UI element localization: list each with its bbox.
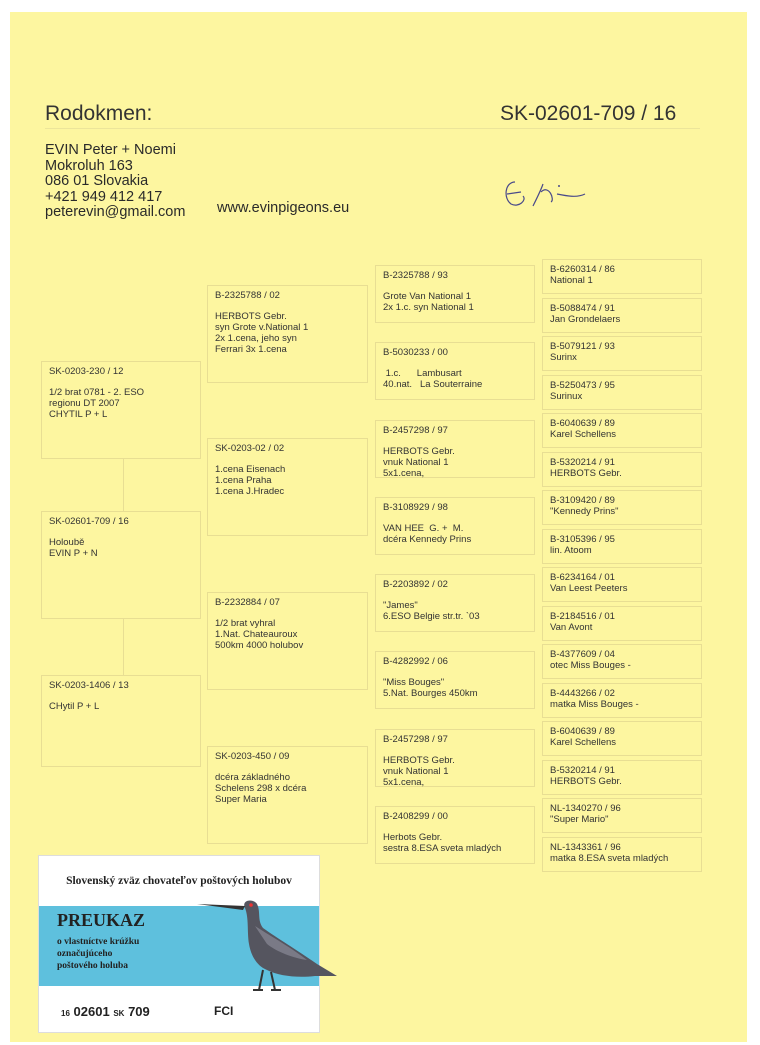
ring-number: B-4377609 / 04: [550, 649, 615, 660]
great-grandparent-box: [375, 342, 535, 400]
header-divider: [45, 128, 700, 129]
ring-number: B-5079121 / 93: [550, 341, 615, 352]
pigeon-note: Surinux: [550, 390, 583, 402]
pigeon-note: Holoubě: [49, 537, 85, 548]
pigeon-note: vnuk National 1: [383, 766, 449, 777]
pigeon-note: 1/2 brat vyhral: [215, 618, 276, 629]
pigeon-note: "James": [383, 600, 418, 611]
pigeon-note: CHYTIL P + L: [49, 409, 108, 420]
owner-city: 086 01 Slovakia: [45, 173, 149, 189]
ring-number: B-2457298 / 97: [383, 734, 448, 745]
great-grandparent-box: [375, 265, 535, 323]
pigeon-note: sestra 8.ESA sveta mladých: [383, 843, 502, 854]
pigeon-note: Super Maria: [215, 794, 267, 805]
pigeon-note: 6.ESO Belgie str.tr. `03: [383, 611, 480, 622]
pigeon-note: Van Leest Peeters: [550, 583, 628, 594]
pigeon-note: HERBOTS Gebr.: [550, 467, 622, 479]
ring-number: SK-0203-450 / 09: [215, 751, 290, 762]
great-great-grandparent-box: [542, 683, 702, 718]
ring-number: B-2232884 / 07: [215, 597, 280, 608]
card-number: 02601: [73, 1004, 110, 1019]
signature: [497, 170, 592, 215]
great-great-grandparent-box: [542, 644, 702, 679]
ring-number: B-2203892 / 02: [383, 579, 448, 590]
pigeon-note: Grote Van National 1: [383, 291, 472, 302]
pigeon-note: dcéra Kennedy Prins: [383, 534, 472, 545]
pigeon-note: HERBOTS Gebr.: [550, 775, 622, 787]
card-subtitle-line: označujúceho: [57, 949, 113, 959]
pigeon-note: regionu DT 2007: [49, 398, 120, 409]
pigeon-note: Jan Grondelaers: [550, 313, 621, 325]
great-great-grandparent-box: [542, 798, 702, 833]
pigeon-note: 1.cena Eisenach: [215, 464, 286, 475]
card-country: SK: [113, 1009, 125, 1018]
great-great-grandparent-box: [542, 452, 702, 487]
card-subtitle: [57, 936, 139, 972]
ring-number: B-2325788 / 02: [215, 290, 280, 301]
pigeon-note: 1.Nat. Chateauroux: [215, 629, 298, 640]
owner-phone: +421 949 412 417: [45, 188, 163, 205]
pigeon-note: 2x 1.cena, jeho syn: [215, 333, 297, 344]
ring-number: B-6260314 / 86: [550, 264, 615, 275]
ring-card: [38, 855, 320, 1033]
pigeon-note: Karel Schellens: [550, 429, 617, 440]
ring-number: B-6234164 / 01: [550, 572, 615, 583]
ring-number: SK-0203-02 / 02: [215, 443, 285, 454]
pigeon-note: 40.nat. La Souterraine: [383, 379, 483, 390]
ring-number: NL-1340270 / 96: [550, 803, 621, 814]
ring-number: NL-1343361 / 96: [550, 841, 621, 853]
pigeon-note: 5x1.cena,: [383, 468, 425, 479]
great-grandparent-box: [375, 420, 535, 478]
ring-number: B-5320214 / 91: [550, 456, 615, 468]
subject-box: [41, 511, 201, 619]
card-fci: FCI: [214, 1004, 234, 1018]
pigeon-note: VAN HEE G. + M.: [383, 523, 464, 534]
pigeon-note: "Kennedy Prins": [550, 506, 619, 517]
ring-number: B-6040639 / 89: [550, 418, 615, 429]
card-heading: PREUKAZ: [57, 910, 146, 930]
card-ring-number: [61, 1004, 150, 1019]
pigeon-note: 5.Nat. Bourges 450km: [383, 688, 478, 699]
owner-email: peterevin@gmail.com: [45, 204, 186, 220]
ring-number: B-5030233 / 00: [383, 347, 448, 358]
pigeon-note: 2x 1.c. syn National 1: [383, 302, 474, 313]
pigeon-note: Surinx: [550, 352, 577, 363]
dam-box: [41, 675, 201, 767]
pigeon-note: HERBOTS Gebr.: [383, 755, 455, 766]
owner-website: www.evinpigeons.eu: [217, 200, 350, 216]
ring-number: B-3105396 / 95: [550, 533, 615, 545]
connector-line: [123, 619, 124, 675]
ring-number: SK-0203-230 / 12: [49, 366, 124, 377]
pigeon-note: 1.cena Praha: [215, 475, 272, 486]
great-great-grandparent-box: [542, 567, 702, 602]
pigeon-note: HERBOTS Gebr.: [215, 311, 287, 322]
great-grandparent-box: [375, 497, 535, 555]
card-serial: 709: [128, 1004, 150, 1019]
grandparent-box: [207, 592, 368, 690]
pigeon-note: 5x1.cena,: [383, 777, 425, 788]
great-great-grandparent-box: [542, 529, 702, 564]
pigeon-note: lin. Atoom: [550, 544, 592, 556]
great-great-grandparent-box: [542, 606, 702, 641]
pigeon-note: matka 8.ESA sveta mladých: [550, 852, 669, 864]
grandparent-box: [207, 438, 368, 536]
great-grandparent-box: [375, 806, 535, 864]
pigeon-note: EVIN P + N: [49, 548, 98, 559]
ring-number: B-4282992 / 06: [383, 656, 448, 667]
ring-number: B-2184516 / 01: [550, 610, 615, 622]
great-great-grandparent-box: [542, 259, 702, 294]
pigeon-note: 1.c. Lambusart: [383, 368, 462, 379]
ring-number: SK-02601-709 / 16: [49, 516, 129, 527]
pigeon-note: 1/2 brat 0781 - 2. ESO: [49, 387, 145, 398]
grandparent-box: [207, 746, 368, 844]
great-grandparent-box: [375, 651, 535, 709]
ring-number: B-3109420 / 89: [550, 495, 615, 506]
pigeon-note: National 1: [550, 275, 593, 286]
ring-number: B-4443266 / 02: [550, 687, 615, 699]
great-great-grandparent-box: [542, 336, 702, 371]
pigeon-note: "Miss Bouges": [383, 677, 445, 688]
pigeon-note: CHytil P + L: [49, 701, 100, 712]
ring-number: B-2408299 / 00: [383, 811, 448, 822]
pigeon-note: Schelens 298 x dcéra: [215, 783, 307, 794]
great-great-grandparent-box: [542, 375, 702, 410]
pigeon-note: "Super Mario": [550, 814, 609, 825]
pigeon-illustration: [197, 886, 347, 1006]
pigeon-note: syn Grote v.National 1: [215, 322, 309, 333]
ring-number: B-2325788 / 93: [383, 270, 448, 281]
pigeon-note: Ferrari 3x 1.cena: [215, 344, 287, 355]
great-great-grandparent-box: [542, 490, 702, 525]
owner-block: [45, 143, 185, 221]
ring-number: B-6040639 / 89: [550, 726, 615, 737]
pigeon-note: otec Miss Bouges -: [550, 660, 631, 671]
great-great-grandparent-box: [542, 721, 702, 756]
pigeon-note: 1.cena J.Hradec: [215, 486, 285, 497]
pigeon-note: HERBOTS Gebr.: [383, 446, 455, 457]
pedigree-code: SK-02601-709 / 16: [500, 102, 677, 125]
ring-number: B-3108929 / 98: [383, 502, 448, 513]
pigeon-note: matka Miss Bouges -: [550, 698, 639, 710]
ring-number: SK-0203-1406 / 13: [49, 680, 129, 691]
ring-number: B-5250473 / 95: [550, 379, 615, 391]
great-great-grandparent-box: [542, 413, 702, 448]
ring-number: B-5320214 / 91: [550, 764, 615, 776]
great-great-grandparent-box: [542, 298, 702, 333]
owner-name: EVIN Peter + Noemi: [45, 142, 176, 158]
ring-number: B-5088474 / 91: [550, 302, 615, 314]
sire-box: [41, 361, 201, 459]
owner-street: Mokroluh 163: [45, 157, 133, 174]
great-great-grandparent-box: [542, 837, 702, 872]
great-grandparent-box: [375, 729, 535, 787]
card-org: Slovenský zväz chovateľov poštových holubov: [66, 875, 292, 887]
pigeon-note: Van Avont: [550, 621, 593, 633]
great-great-grandparent-box: [542, 760, 702, 795]
pigeon-note: dcéra základného: [215, 772, 290, 783]
pigeon-note: Herbots Gebr.: [383, 832, 443, 843]
pigeon-note: vnuk National 1: [383, 457, 449, 468]
grandparent-box: [207, 285, 368, 383]
pigeon-note: 500km 4000 holubov: [215, 640, 304, 651]
card-subtitle-line: o vlastníctve krúžku: [57, 937, 140, 947]
ring-number: B-2457298 / 97: [383, 425, 448, 436]
card-subtitle-line: poštového holuba: [57, 961, 129, 971]
card-year: 16: [61, 1009, 70, 1018]
connector-line: [123, 459, 124, 511]
page-title: Rodokmen:: [45, 102, 153, 125]
great-grandparent-box: [375, 574, 535, 632]
pigeon-note: Karel Schellens: [550, 737, 617, 748]
